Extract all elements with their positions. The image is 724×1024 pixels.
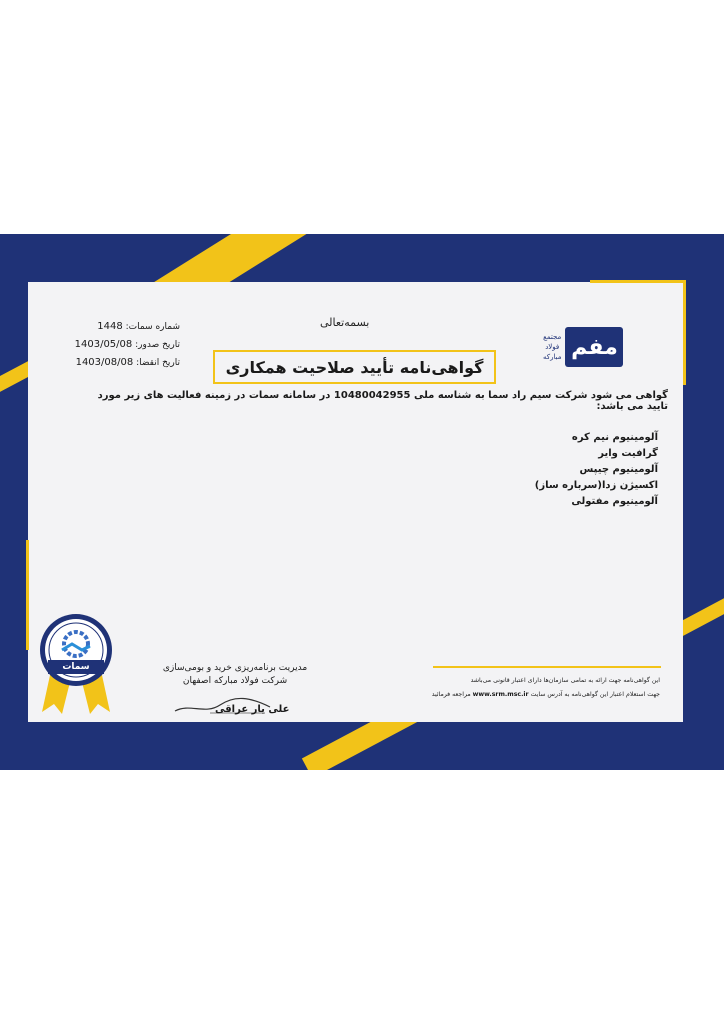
- logo-mark: مفم: [565, 327, 623, 367]
- meta-expiry-label: تاریخ انقضا:: [136, 358, 180, 368]
- footer-website-link[interactable]: www.srm.msc.ir: [472, 691, 529, 698]
- meta-expiry-value: 1403/08/08: [75, 357, 134, 368]
- activity-item: آلومینیوم مفتولی: [571, 496, 658, 507]
- meta-issue-row: [60, 336, 180, 354]
- meta-issue-value: 1403/05/08: [74, 339, 133, 350]
- issuer-line-1: مدیریت برنامه‌ریزی خرید و بومی‌سازی: [162, 663, 308, 673]
- gold-frame-top: [590, 280, 686, 283]
- activity-item: اکسیژن زدا(سرباره ساز): [534, 480, 658, 491]
- gold-frame-right: [683, 280, 686, 385]
- logo-caption: [543, 332, 561, 362]
- footer-note-inquiry: [420, 688, 660, 702]
- logo-line-3: مبارکه: [543, 353, 562, 361]
- logo-line-2: فولاد: [545, 343, 560, 351]
- certificate-title-text: گواهی‌نامه تأیید صلاحیت همکاری: [225, 357, 484, 377]
- meta-expiry-row: [60, 354, 180, 372]
- meta-number-label: شماره سمات:: [125, 322, 180, 332]
- meta-number-value: 1448: [97, 321, 123, 332]
- issuer-line-2: شرکت فولاد مبارکه اصفهان: [182, 676, 288, 686]
- samat-seal: [38, 614, 114, 724]
- footer-note-validity: این گواهی‌نامه جهت ارائه به تمامی سازمان‌ها دارای اعتبار قانونی می‌باشد: [470, 677, 660, 684]
- company-logo: [543, 326, 645, 368]
- activity-item: گرافیت وایر: [598, 448, 658, 459]
- meta-number-row: [60, 318, 180, 336]
- certificate-meta: [60, 318, 180, 372]
- seal-label: سمات: [62, 662, 90, 672]
- footer-note-inquiry-suffix: مراجعه فرمائید: [431, 691, 471, 698]
- footer-divider: [433, 666, 661, 668]
- certificate-title: [213, 350, 496, 384]
- meta-issue-label: تاریخ صدور:: [135, 340, 180, 350]
- gold-frame-left: [26, 540, 29, 650]
- activity-item: آلومینیوم چیپس: [579, 464, 658, 475]
- signatory-name: علی یار عراقی: [215, 704, 290, 715]
- footer-note-inquiry-prefix: جهت استعلام اعتبار این گواهی‌نامه به آدرس سایت: [530, 691, 660, 698]
- activity-list: [420, 430, 658, 510]
- footer-notes: [420, 674, 660, 702]
- logo-line-1: مجتمع: [543, 333, 562, 341]
- certificate-statement: گواهی می شود شرکت سیم راد سما به شناسه ملی 10480042955 در سامانه سمات در زمینه فعالیت های زیر مورد تایید می باشد:: [97, 390, 668, 412]
- bismillah: بسمه‌تعالی: [320, 316, 370, 329]
- activity-item: آلومینیوم نیم کره: [571, 432, 658, 443]
- issuer-block: [150, 662, 320, 688]
